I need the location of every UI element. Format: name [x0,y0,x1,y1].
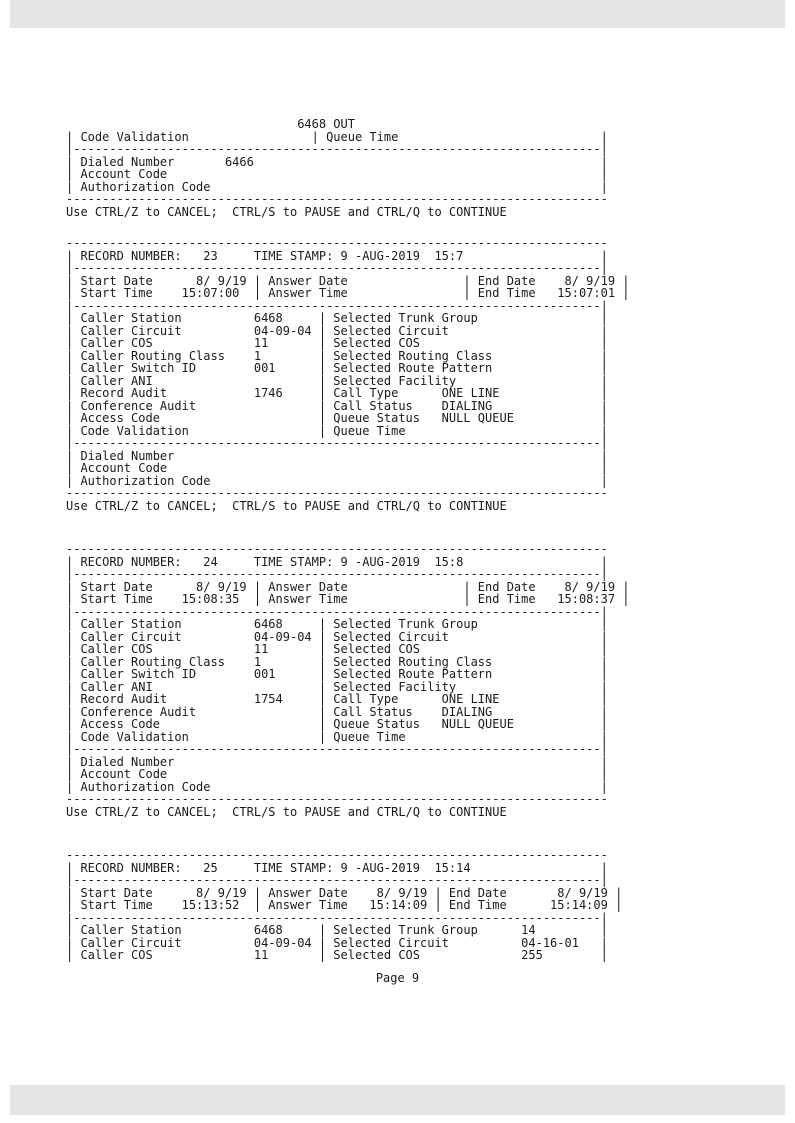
caller-ani-row: | Caller ANI | Selected Facility | [66,373,608,388]
report-line: --------------------------------------------------------------------------- [66,486,608,500]
report-line: | Account Code | [66,167,608,181]
report-line: |-------------------------------------------------------------------------| [66,910,608,925]
continue-prompt: Use CTRL/Z to CANCEL; CTRL/S to PAUSE and CTRL/Q to CONTINUE [66,498,507,513]
record-fragment-22 [66,118,690,218]
authorization-code-row: | Authorization Code | [66,779,608,794]
report-line: | Dialed Number 6466 | [66,154,608,169]
caller-ani-row: | Caller ANI | Selected Facility | [66,679,608,694]
report-line: --------------------------------------------------------------------------- [66,792,608,806]
record-23 [66,237,690,512]
record-audit-row: | Record Audit 1754 | Call Type ONE LINE | [66,692,608,706]
record-24 [66,543,690,818]
caller-station-row: | Caller Station 6468 | Selected Trunk Group | [66,617,608,631]
continue-prompt: Use CTRL/Z to CANCEL; CTRL/S to PAUSE and CTRL/Q to CONTINUE [66,204,507,219]
report-line: |-------------------------------------------------------------------------| [66,604,608,619]
start-time-row: | Start Time 15:13:52 | Answer Time 15:14:09 | End Time 15:14:09 | [66,898,623,912]
report-line: --------------------------------------------------------------------------- [66,236,608,250]
access-code-row: | Access Code | Queue Status NULL QUEUE | [66,717,608,731]
report-line: --------------------------------------------------------------------------- [66,848,608,862]
report-line: --------------------------------------------------------------------------- [66,192,608,206]
scan-edge-bottom [10,1085,785,1115]
record-header: | RECORD NUMBER: 23 TIME STAMP: 9 -AUG-2019 15:7 | [66,248,608,263]
account-code-row: | Account Code | [66,461,608,475]
start-time-row: | Start Time 15:07:00 | Answer Time | End Time 15:07:01 | [66,286,630,300]
report-line: --------------------------------------------------------------------------- [66,542,608,556]
report-line: |-------------------------------------------------------------------------| [66,436,608,450]
start-date-row: | Start Date 8/ 9/19 | Answer Date | End Date 8/ 9/19 | [66,579,630,594]
record-header: | RECORD NUMBER: 24 TIME STAMP: 9 -AUG-2019 15:8 | [66,554,608,569]
routing-class-row: | Caller Routing Class 1 | Selected Routing Class | [66,348,608,363]
continue-prompt: Use CTRL/Z to CANCEL; CTRL/S to PAUSE and CTRL/Q to CONTINUE [66,804,507,819]
record-25 [66,849,690,962]
caller-circuit-row: | Caller Circuit 04-09-04 | Selected Circuit | [66,323,608,338]
report-line: |-------------------------------------------------------------------------| [66,873,608,887]
report-line: | Authorization Code | [66,179,608,194]
conference-audit-row: | Conference Audit | Call Status DIALING | [66,704,608,719]
start-date-row: | Start Date 8/ 9/19 | Answer Date | End Date 8/ 9/19 | [66,273,630,288]
caller-cos-row: | Caller COS 11 | Selected COS | [66,336,608,350]
report-line: |-------------------------------------------------------------------------| [66,298,608,313]
caller-cos-row: | Caller COS 11 | Selected COS 255 | [66,948,608,962]
report-line: |-------------------------------------------------------------------------| [66,567,608,581]
start-time-row: | Start Time 15:08:35 | Answer Time | End Time 15:08:37 | [66,592,630,606]
account-code-row: | Account Code | [66,767,608,781]
switch-id-row: | Caller Switch ID 001 | Selected Route Pattern | [66,361,608,375]
record-audit-row: | Record Audit 1746 | Call Type ONE LINE | [66,386,608,400]
caller-circuit-row: | Caller Circuit 04-09-04 | Selected Circuit | [66,629,608,644]
start-date-row: | Start Date 8/ 9/19 | Answer Date 8/ 9/19 | End Date 8/ 9/19 | [66,885,623,900]
caller-cos-row: | Caller COS 11 | Selected COS | [66,642,608,656]
record-header: | RECORD NUMBER: 25 TIME STAMP: 9 -AUG-2019 15:14 | [66,860,608,875]
caller-station-row: | Caller Station 6468 | Selected Trunk Group | [66,311,608,325]
report-line: |-------------------------------------------------------------------------| [66,742,608,756]
scan-edge-top [10,0,785,28]
caller-circuit-row: | Caller Circuit 04-09-04 | Selected Circuit 04-16-01 | [66,935,608,950]
code-validation-row: | Code Validation | Queue Time | [66,423,608,438]
switch-id-row: | Caller Switch ID 001 | Selected Route Pattern | [66,667,608,681]
caller-station-row: | Caller Station 6468 | Selected Trunk Group 14 | [66,923,608,937]
report-line: 6468 OUT [66,117,355,131]
dialed-number-row: | Dialed Number | [66,448,608,463]
code-validation-row: | Code Validation | Queue Time | [66,729,608,744]
report-line: | Code Validation | Queue Time | [66,129,608,144]
report-line: |-------------------------------------------------------------------------| [66,261,608,275]
authorization-code-row: | Authorization Code | [66,473,608,488]
page-number: Page 9 [375,971,420,985]
access-code-row: | Access Code | Queue Status NULL QUEUE | [66,411,608,425]
conference-audit-row: | Conference Audit | Call Status DIALING | [66,398,608,413]
routing-class-row: | Caller Routing Class 1 | Selected Routing Class | [66,654,608,669]
report-line: |-------------------------------------------------------------------------| [66,142,608,156]
dialed-number-row: | Dialed Number | [66,754,608,769]
